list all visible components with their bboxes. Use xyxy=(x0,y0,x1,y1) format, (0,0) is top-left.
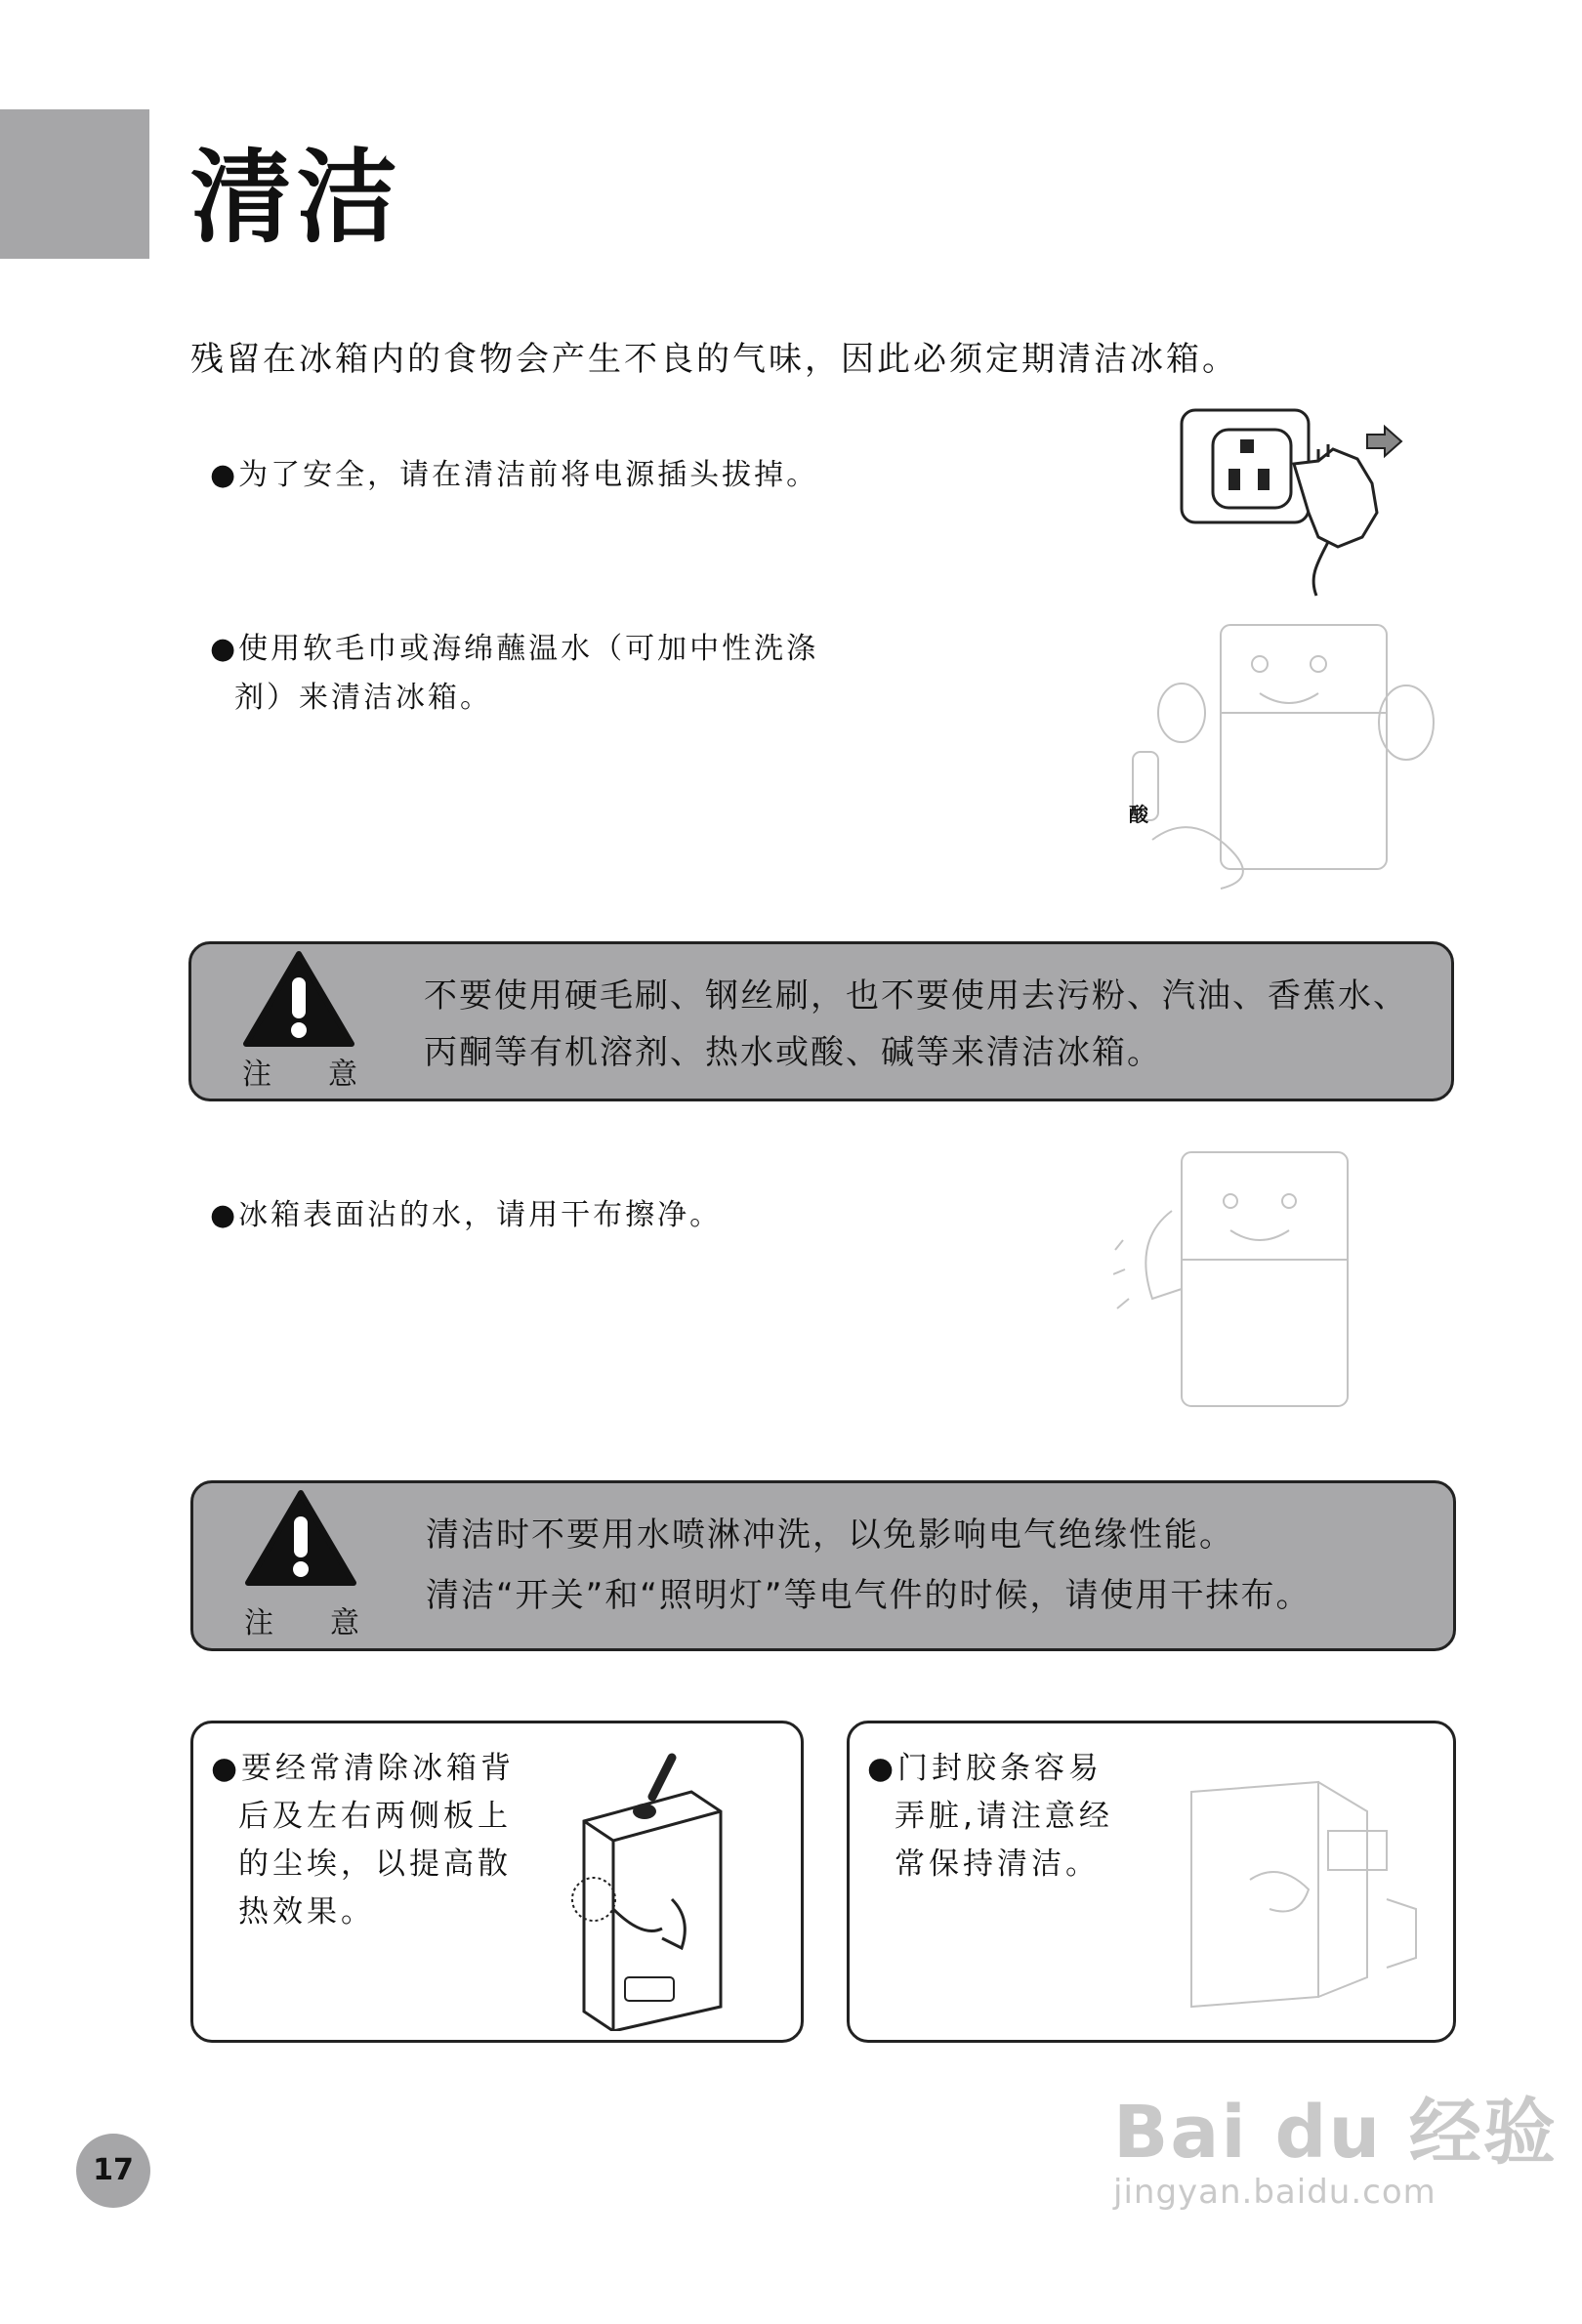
seal-tip-line1: ●门封胶条容易 xyxy=(867,1751,1103,1786)
seal-tip-line3: 常保持清洁。 xyxy=(895,1847,1100,1882)
fridge-dust-illustration xyxy=(555,1753,750,2031)
watermark xyxy=(1113,2075,1558,2212)
dust-tip-line2: 后及左右两侧板上 xyxy=(238,1799,512,1834)
watermark-brand: Bai du 经验 xyxy=(1113,2091,1558,2175)
dust-tip-line3: 的尘埃，以提高散 xyxy=(238,1847,512,1882)
caution-text-1-line1: 不要使用硬毛刷、钢丝刷，也不要使用去污粉、汽油、香蕉水、 xyxy=(424,976,1408,1016)
caution-label xyxy=(244,1598,359,1641)
door-seal-illustration xyxy=(1172,1763,1436,2026)
caution-label-left: 注 xyxy=(244,1606,273,1640)
dust-tip-box xyxy=(190,1721,804,2043)
header-tab-block xyxy=(0,109,149,259)
intro-text: 残留在冰箱内的食物会产生不良的气味，因此必须定期清洁冰箱。 xyxy=(190,340,1238,379)
bullet-soft-cloth-line1: ●使用软毛巾或海绵蘸温水（可加中性洗涤 xyxy=(210,632,819,666)
caution-label-right: 意 xyxy=(330,1606,359,1640)
caution-text-1-line2: 丙酮等有机溶剂、热水或酸、碱等来清洁冰箱。 xyxy=(424,1033,1162,1072)
caution-label-left: 注 xyxy=(242,1058,271,1092)
caution-box-2 xyxy=(190,1480,1456,1651)
caution-label-right: 意 xyxy=(328,1058,357,1092)
dust-tip-line4: 热效果。 xyxy=(238,1894,375,1930)
bullet-unplug: ●为了安全，请在清洁前将电源插头拔掉。 xyxy=(210,458,819,492)
illustration-label-acid: 酸 xyxy=(1129,803,1148,826)
caution-text-2-line1: 清洁时不要用水喷淋冲洗，以免影响电气绝缘性能。 xyxy=(426,1515,1234,1555)
caution-text-2-line2: 清洁“开关”和“照明灯”等电气件的时候，请使用干抹布。 xyxy=(426,1576,1311,1615)
caution-box-1 xyxy=(188,941,1454,1101)
plug-socket-illustration xyxy=(1172,391,1406,605)
seal-tip-line2: 弄脏,请注意经 xyxy=(895,1799,1113,1834)
bullet-soft-cloth-line2: 剂）来清洁冰箱。 xyxy=(234,681,492,715)
bullet-dry-water: ●冰箱表面沾的水，请用干布擦净。 xyxy=(210,1198,723,1232)
warning-triangle-icon xyxy=(244,1489,357,1587)
fridge-cleaning-illustration xyxy=(1113,605,1484,898)
page-number: 17 xyxy=(76,2134,150,2208)
fridge-wiping-illustration xyxy=(1113,1133,1387,1426)
warning-triangle-icon xyxy=(242,950,355,1048)
watermark-url: jingyan.baidu.com xyxy=(1113,2173,1436,2212)
page-title: 清洁 xyxy=(190,138,402,257)
caution-label xyxy=(242,1050,357,1093)
dust-tip-line1: ●要经常清除冰箱背 xyxy=(211,1751,516,1786)
door-seal-tip-box xyxy=(847,1721,1456,2043)
